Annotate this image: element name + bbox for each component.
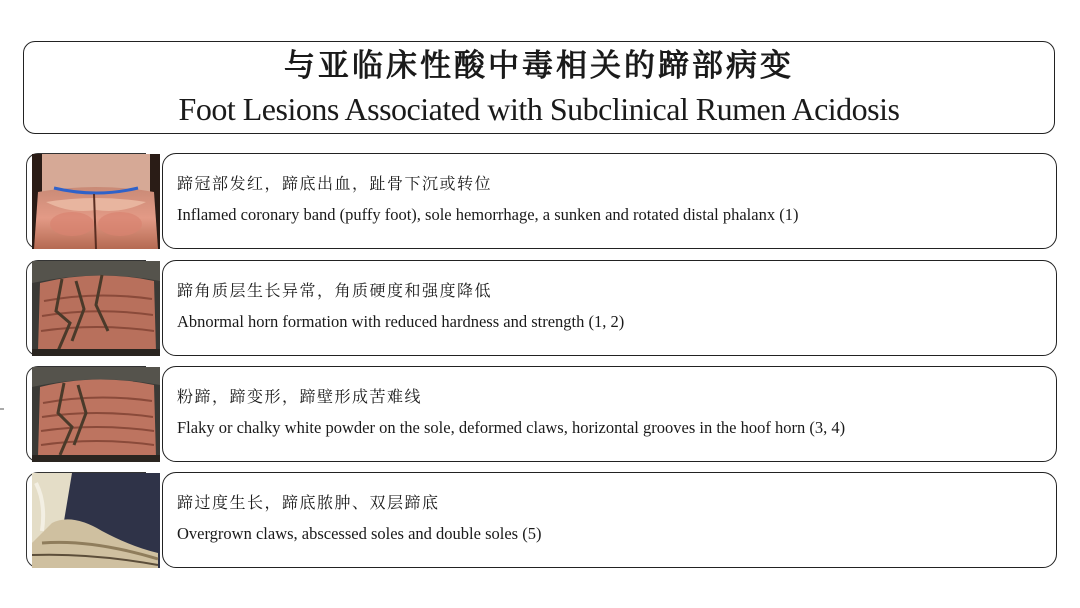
lesion-text-zh: 蹄冠部发红，蹄底出血，趾骨下沉或转位 (177, 176, 493, 193)
hoof-grooves-photo (32, 367, 160, 462)
lesion-text-zh: 蹄过度生长，蹄底脓肿、双层蹄底 (177, 495, 440, 512)
lesion-text-en: Inflamed coronary band (puffy foot), sole hemorrhage, a sunken and rotated distal phalanx (1) (177, 205, 799, 224)
lesion-text-zh: 蹄角质层生长异常，角质硬度和强度降低 (177, 283, 493, 300)
lesion-row-2 (26, 260, 1058, 356)
lesion-row-4 (26, 472, 1058, 568)
lesion-text-en: Flaky or chalky white powder on the sole, deformed claws, horizontal grooves in the hoof horn (3, 4) (177, 418, 846, 437)
inflamed-hoof-photo (32, 154, 160, 249)
lesion-text-en: Abnormal horn formation with reduced hardness and strength (1, 2) (177, 312, 625, 331)
lesion-row-1 (26, 153, 1058, 249)
lesion-card (162, 260, 1057, 356)
title-chinese: 与亚临床性酸中毒相关的蹄部病变 (284, 48, 794, 83)
lesion-card (162, 472, 1057, 568)
lesion-card (162, 153, 1057, 249)
lesion-text-en: Overgrown claws, abscessed soles and double soles (5) (177, 524, 542, 543)
title-box (23, 41, 1055, 134)
title-english: Foot Lesions Associated with Subclinical Rumen Acidosis (178, 91, 900, 127)
edge-mark (0, 408, 4, 410)
lesion-row-3 (26, 366, 1058, 462)
lesion-text-zh: 粉蹄，蹄变形，蹄壁形成苦难线 (177, 389, 423, 406)
hoof-horn-photo (32, 261, 160, 356)
overgrown-claw-photo (32, 473, 160, 568)
lesion-card (162, 366, 1057, 462)
